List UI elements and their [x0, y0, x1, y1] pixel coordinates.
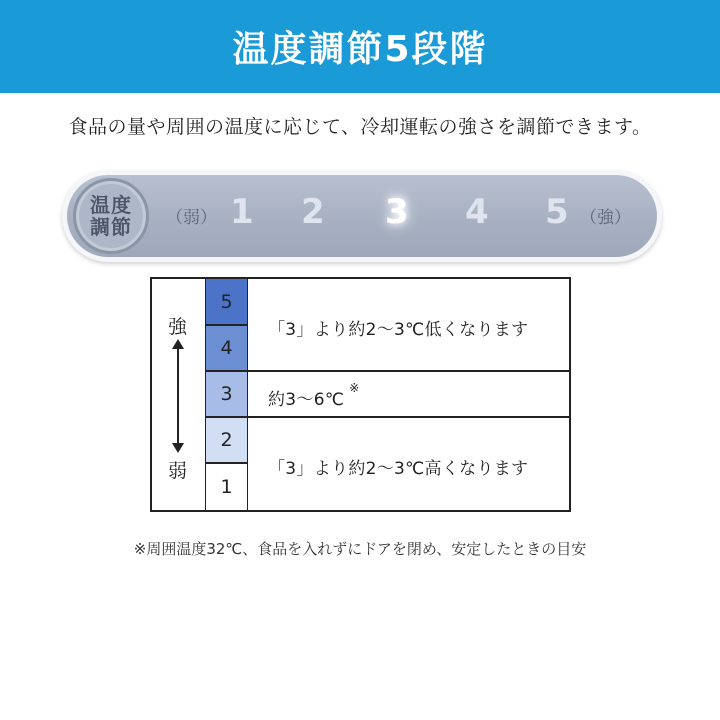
double-arrow-icon	[168, 339, 188, 453]
level-cell-1: 1	[205, 463, 248, 510]
footnote: ※周囲温度32℃、食品を入れずにドアを閉め、安定したときの目安	[133, 540, 587, 558]
divider-line	[205, 462, 248, 464]
level-indicator-2: 2	[301, 192, 325, 232]
level-indicator-3-active: 3	[385, 192, 409, 232]
divider-line	[205, 324, 248, 326]
low-level-description: 「3」より約2～3℃高くなります	[268, 459, 529, 479]
weak-label: （弱）	[166, 208, 217, 228]
level-indicator-5: 5	[545, 192, 569, 232]
divider-line	[205, 370, 570, 372]
level-indicator-1: 1	[230, 192, 254, 232]
mid-level-text: 約3～6℃	[268, 390, 345, 410]
level-indicator-4: 4	[465, 192, 489, 232]
strong-label: （強）	[580, 208, 631, 228]
strength-arrow-column	[152, 279, 207, 510]
temperature-dial-button	[73, 178, 149, 254]
title-banner	[0, 0, 720, 93]
weak-text: 弱	[168, 460, 188, 482]
high-level-description: 「3」より約2～3℃低くなります	[268, 320, 529, 340]
control-panel	[62, 170, 662, 262]
strong-text: 強	[168, 316, 188, 338]
page-title: 温度調節5段階	[232, 29, 488, 70]
level-cell-4: 4	[205, 325, 248, 371]
divider-line	[205, 416, 570, 418]
dial-label-line1: 温度	[90, 193, 132, 217]
dial-label-line2: 調節	[90, 215, 132, 239]
footnote-mark: ※	[349, 381, 360, 395]
level-cell-5: 5	[205, 279, 248, 325]
description-text: 食品の量や周囲の温度に応じて、冷却運転の強さを調節できます。	[68, 116, 652, 138]
level-cell-2: 2	[205, 417, 248, 463]
level-cell-3: 3	[205, 371, 248, 417]
mid-level-description	[268, 381, 360, 410]
